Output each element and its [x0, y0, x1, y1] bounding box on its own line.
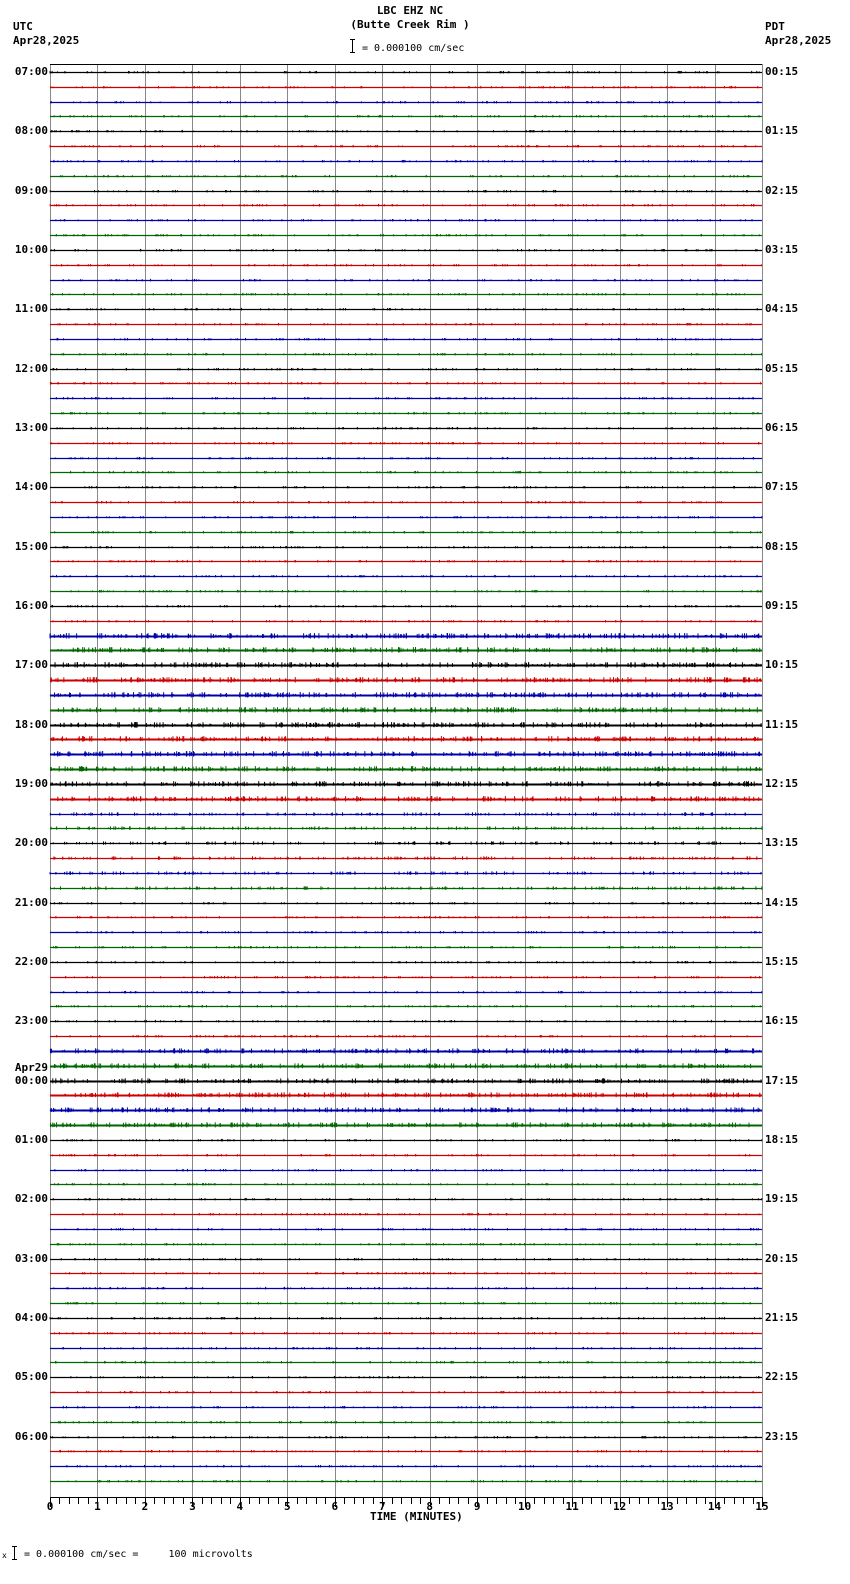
- utc-hour-label: 09:00: [14, 183, 48, 197]
- pdt-hour-label: 00:15: [765, 65, 799, 78]
- pdt-hour-label: 15:15: [765, 954, 799, 968]
- pdt-hour-label: 19:15: [765, 1192, 799, 1206]
- utc-hour-label: 10:00: [14, 242, 48, 256]
- pdt-hour-label: 11:15: [765, 717, 799, 731]
- footer-scale-bar-icon: [14, 1546, 15, 1560]
- pdt-hour-label: 21:15: [765, 1310, 799, 1324]
- x-tick-label: 14: [707, 1500, 722, 1513]
- x-axis-title: TIME (MINUTES): [370, 1510, 463, 1523]
- x-tick-label: 4: [236, 1500, 244, 1513]
- x-tick-label: 0: [46, 1500, 54, 1513]
- utc-hour-label: 03:00: [14, 1251, 48, 1265]
- pdt-hour-label: 23:15: [765, 1429, 799, 1443]
- pdt-hour-label: 02:15: [765, 183, 799, 197]
- utc-date-break-label: Apr29: [14, 1060, 48, 1074]
- utc-hour-label: 01:00: [14, 1132, 48, 1146]
- left-timezone: UTC: [13, 20, 33, 33]
- pdt-hour-label: 12:15: [765, 776, 799, 790]
- utc-hour-label: 21:00: [14, 895, 48, 909]
- utc-hour-label: 23:00: [14, 1014, 48, 1028]
- x-tick-label: 13: [660, 1500, 674, 1513]
- x-tick-label: 3: [189, 1500, 196, 1513]
- utc-hour-label: 22:00: [14, 954, 48, 968]
- utc-hour-label: 17:00: [14, 658, 48, 672]
- x-tick-label: 10: [518, 1500, 532, 1513]
- pdt-hour-label: 07:15: [765, 480, 799, 494]
- pdt-hour-label: 17:15: [765, 1073, 799, 1087]
- footer-scale-text: = 0.000100 cm/sec = 100 microvolts: [24, 1549, 253, 1560]
- pdt-hour-label: 20:15: [765, 1251, 799, 1265]
- right-timezone: PDT: [765, 20, 785, 33]
- pdt-hour-label: 10:15: [765, 658, 799, 672]
- x-tick-label: 6: [331, 1500, 339, 1513]
- utc-hour-label: 13:00: [14, 420, 48, 434]
- pdt-hour-label: 16:15: [765, 1014, 799, 1028]
- pdt-hour-label: 18:15: [765, 1132, 799, 1146]
- utc-hour-label: 15:00: [14, 539, 48, 553]
- utc-hour-label: 19:00: [14, 776, 48, 790]
- footer-mark: x: [2, 1551, 7, 1560]
- utc-hour-label: 08:00: [14, 124, 48, 138]
- pdt-hour-label: 09:15: [765, 598, 799, 612]
- utc-hour-label: 11:00: [14, 302, 48, 316]
- pdt-hour-label: 05:15: [765, 361, 799, 375]
- pdt-hour-label: 13:15: [765, 836, 799, 850]
- station-title: LBC EHZ NC: [376, 4, 444, 17]
- x-tick-label: 8: [426, 1500, 434, 1513]
- x-tick-label: 11: [565, 1500, 579, 1513]
- utc-hour-label: 00:00: [14, 1073, 48, 1087]
- scale-text: = 0.000100 cm/sec: [362, 43, 465, 54]
- x-tick-label: 7: [378, 1500, 386, 1513]
- utc-hour-label: 16:00: [14, 598, 48, 612]
- x-tick-label: 15: [755, 1500, 769, 1513]
- station-location: (Butte Creek Rim ): [350, 18, 470, 31]
- utc-hour-label: 12:00: [14, 361, 48, 375]
- utc-hour-label: 06:00: [14, 1429, 48, 1443]
- utc-hour-label: 20:00: [14, 836, 48, 850]
- utc-hour-label: 05:00: [14, 1370, 48, 1384]
- utc-hour-label: 04:00: [14, 1310, 48, 1324]
- pdt-hour-label: 03:15: [765, 242, 799, 256]
- utc-hour-label: 14:00: [14, 480, 48, 494]
- pdt-hour-label: 22:15: [765, 1370, 799, 1384]
- pdt-hour-label: 04:15: [765, 302, 799, 316]
- right-date: Apr28,2025: [765, 34, 832, 47]
- pdt-hour-label: 01:15: [765, 124, 799, 138]
- utc-hour-label: 18:00: [14, 717, 48, 731]
- utc-hour-label: 02:00: [14, 1192, 48, 1206]
- utc-hour-label: 07:00: [14, 65, 48, 78]
- x-tick-label: 9: [473, 1500, 481, 1513]
- pdt-hour-label: 14:15: [765, 895, 799, 909]
- x-tick-label: 2: [141, 1500, 149, 1513]
- x-tick-label: 1: [94, 1500, 101, 1513]
- left-date: Apr28,2025: [13, 34, 80, 47]
- pdt-hour-label: 08:15: [765, 539, 799, 553]
- x-tick-label: 5: [284, 1500, 291, 1513]
- x-tick-label: 12: [612, 1500, 627, 1513]
- pdt-hour-label: 06:15: [765, 420, 799, 434]
